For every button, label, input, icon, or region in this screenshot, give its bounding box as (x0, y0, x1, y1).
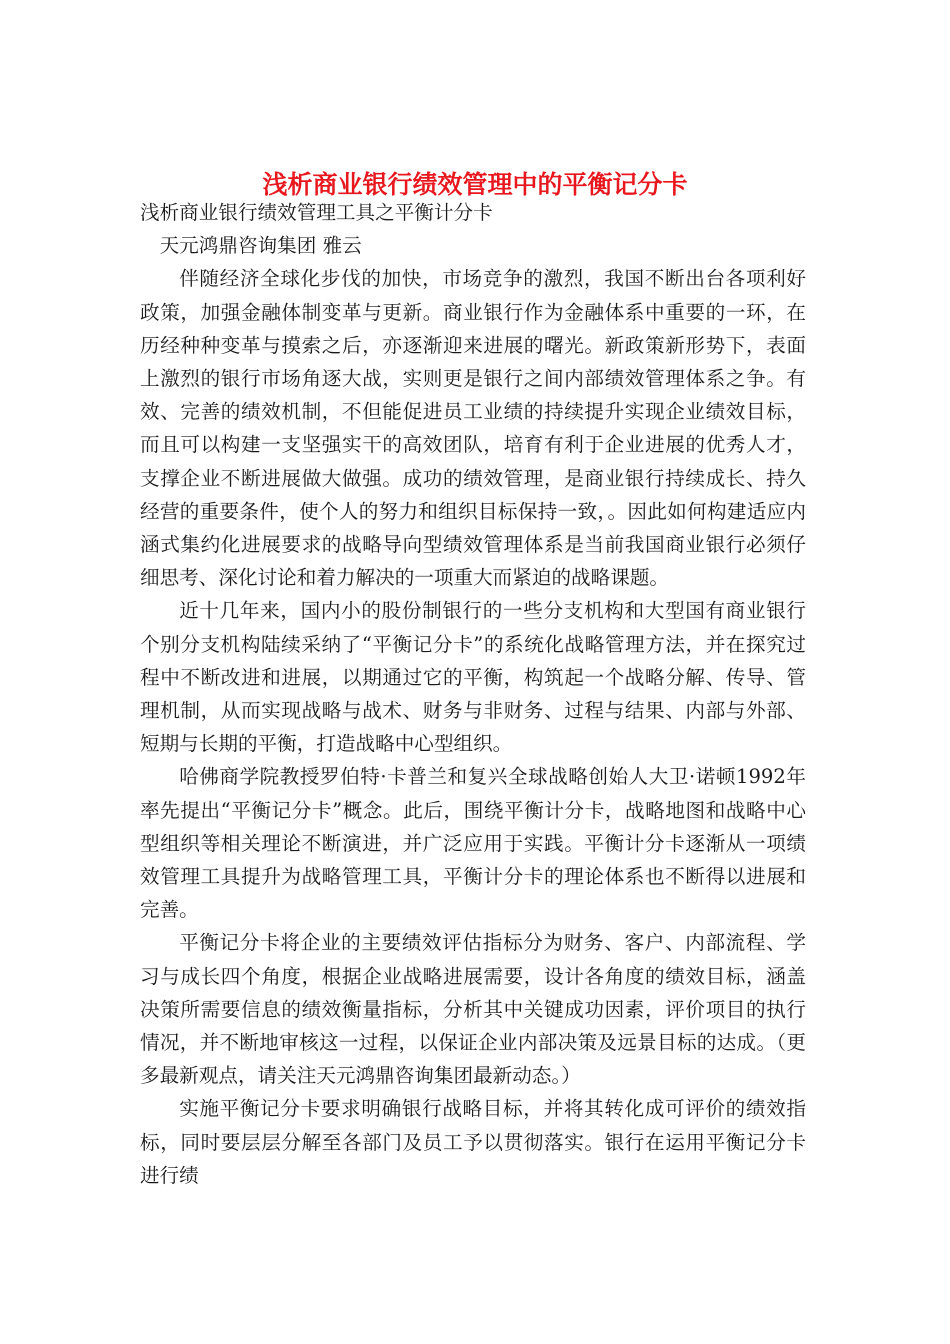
body-paragraph: 近十几年来，国内小的股份制银行的一些分支机构和大型国有商业银行个别分支机构陆续采纳了“平衡记分卡”的系统化战略管理方法，并在探究过程中不断改进和进展，以期通过它的平衡，构筑起一个战略分解、传导、管理机制，从而实现战略与战术、财务与非财务、过程与结果、内部与外部、短期与长期的平衡，打造战略中心型组织。 (140, 599, 806, 756)
body-paragraph: 实施平衡记分卡要求明确银行战略目标，并将其转化成可评价的绩效指标，同时要层层分解至各部门及员工予以贯彻落实。银行在运用平衡记分卡进行绩 (140, 1097, 806, 1187)
document-title: 浅析商业银行绩效管理中的平衡记分卡 (262, 169, 688, 199)
body-paragraph: 哈佛商学院教授罗伯特·卡普兰和复兴全球战略创始人大卫·诺顿1992年率先提出“平衡记分卡”概念。此后，围绕平衡计分卡，战略地图和战略中心型组织等相关理论不断演进，并广泛应用于实践。平衡计分卡逐渐从一项绩效管理工具提升为战略管理工具，平衡计分卡的理论体系也不断得以进展和完善。 (140, 765, 806, 922)
document-subtitle: 浅析商业银行绩效管理工具之平衡计分卡 (140, 201, 493, 224)
body-paragraph: 平衡记分卡将企业的主要绩效评估指标分为财务、客户、内部流程、学习与成长四个角度，根据企业战略进展需要，设计各角度的绩效目标，涵盖决策所需要信息的绩效衡量指标，分析其中关键成功因素，评价项目的执行情况，并不断地审核这一过程，以保证企业内部决策及远景目标的达成。（更多最新观点，请关注天元鸿鼎咨询集团最新动态。） (140, 931, 806, 1088)
document-body (140, 196, 806, 1192)
body-paragraph: 伴随经济全球化步伐的加快，市场竞争的激烈，我国不断出台各项利好政策，加强金融体制变革与更新。商业银行作为金融体系中重要的一环，在历经种种变革与摸索之后，亦逐渐迎来进展的曙光。新政策新形势下，表面上激烈的银行市场角逐大战，实则更是银行之间内部绩效管理体系之争。有效、完善的绩效机制，不但能促进员工业绩的持续提升实现企业绩效目标，而且可以构建一支坚强实干的高效团队，培育有利于企业进展的优秀人才，支撑企业不断进展做大做强。成功的绩效管理，是商业银行持续成长、持久经营的重要条件，使个人的努力和组织目标保持一致，。因此如何构建适应内涵式集约化进展要求的战略导向型绩效管理体系是当前我国商业银行必须仔细思考、深化讨论和着力解决的一项重大而紧迫的战略课题。 (140, 267, 806, 590)
document-author: 天元鸿鼎咨询集团 雅云 (159, 234, 362, 258)
